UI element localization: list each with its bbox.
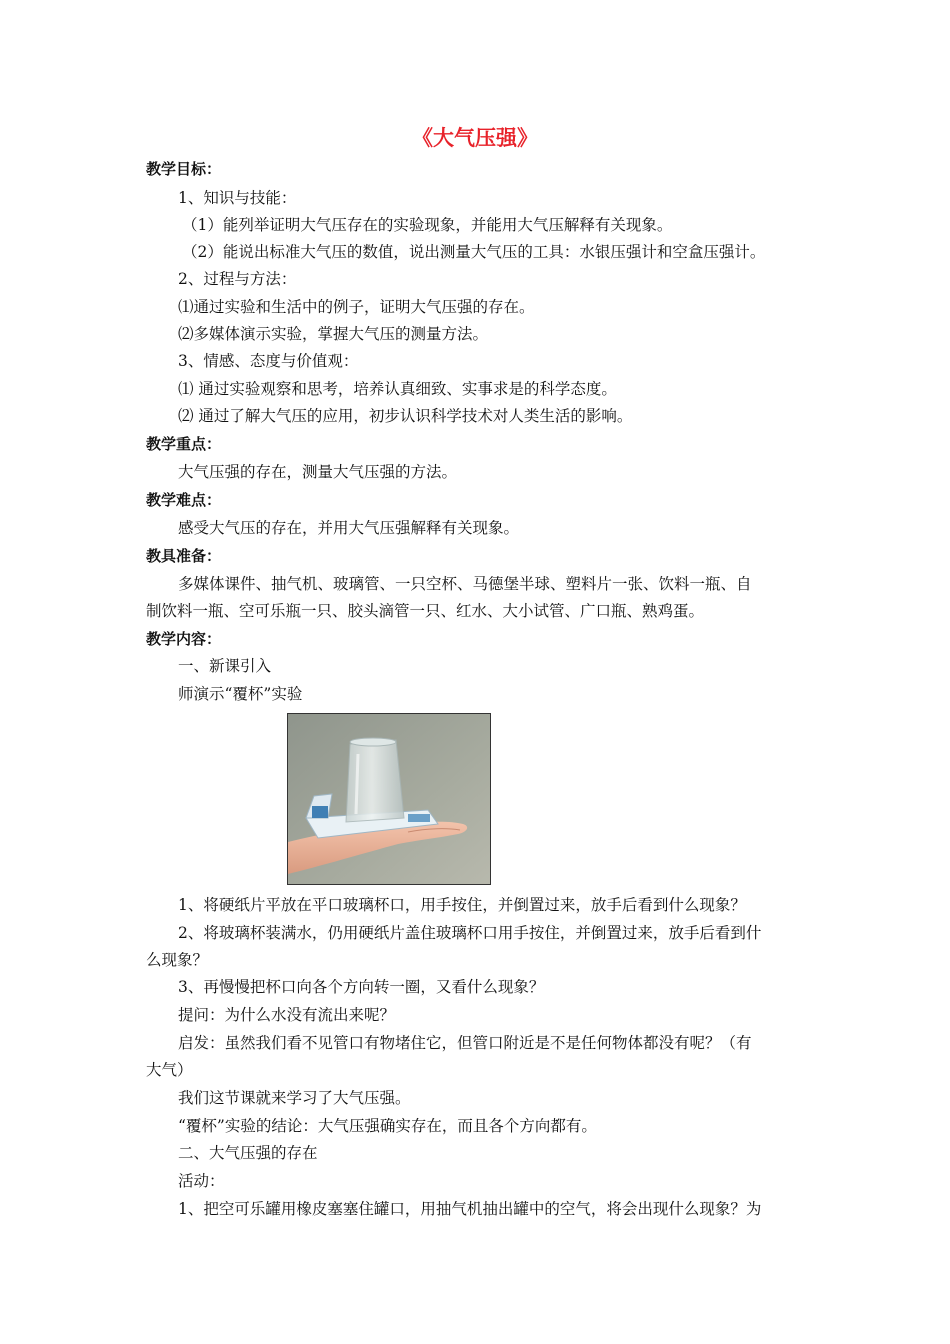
text-line: 1、将硬纸片平放在平口玻璃杯口，用手按住，并倒置过来，放手后看到什么现象？ <box>178 896 746 914</box>
text-line: 感受大气压的存在，并用大气压强解释有关现象。 <box>178 519 520 537</box>
text-line: 启发：虽然我们看不见管口有物堵住它，但管口附近是不是任何物体都没有呢？（有 <box>178 1034 752 1052</box>
text-line: 大气压强的存在，测量大气压强的方法。 <box>178 463 458 481</box>
text-line: 我们这节课就来学习了大气压强。 <box>178 1089 411 1107</box>
text-line: 提问：为什么水没有流出来呢？ <box>178 1006 396 1024</box>
text-line: 大气） <box>146 1061 193 1079</box>
text-line: 多媒体课件、抽气机、玻璃管、一只空杯、马德堡半球、塑料片一张、饮料一瓶、自 <box>178 575 752 593</box>
text-line: “覆杯”实验的结论：大气压强确实存在，而且各个方向都有。 <box>178 1117 597 1135</box>
text-line: 二、大气压强的存在 <box>178 1144 318 1162</box>
text-line: 么现象？ <box>146 951 209 969</box>
section-heading: 教学难点： <box>146 491 222 509</box>
text-line: ⑴通过实验和生活中的例子，证明大气压强的存在。 <box>178 298 535 316</box>
text-line: 活动： <box>178 1172 225 1190</box>
text-line: 1、知识与技能： <box>178 189 297 207</box>
document-title: 《大气压强》 <box>412 126 538 150</box>
text-line: 3、再慢慢把杯口向各个方向转一圈，又看什么现象？ <box>178 978 545 996</box>
text-line: 1、把空可乐罐用橡皮塞塞住罐口，用抽气机抽出罐中的空气，将会出现什么现象？为 <box>178 1200 762 1218</box>
section-heading: 教学目标： <box>146 160 222 178</box>
section-heading: 教学重点： <box>146 435 222 453</box>
inverted-cup-experiment-photo <box>287 713 491 885</box>
text-line: （1）能列举证明大气压存在的实验现象，并能用大气压解释有关现象。 <box>182 216 673 234</box>
text-line: （2）能说出标准大气压的数值，说出测量大气压的工具：水银压强计和空盒压强计。 <box>182 243 766 261</box>
text-line: 制饮料一瓶、空可乐瓶一只、胶头滴管一只、红水、大小试管、广口瓶、熟鸡蛋。 <box>146 602 705 620</box>
section-heading: 教学内容： <box>146 630 222 648</box>
text-line: ⑴ 通过实验观察和思考，培养认真细致、实事求是的科学态度。 <box>178 380 617 398</box>
text-line: 2、将玻璃杯装满水，仍用硬纸片盖住玻璃杯口用手按住，并倒置过来，放手后看到什 <box>178 924 762 942</box>
text-line: ⑵ 通过了解大气压的应用，初步认识科学技术对人类生活的影响。 <box>178 407 633 425</box>
text-line: 2、过程与方法： <box>178 270 297 288</box>
inverted-cup-illustration <box>288 714 491 885</box>
text-line: 师演示“覆杯”实验 <box>178 685 303 703</box>
text-line: 一、新课引入 <box>178 657 272 675</box>
section-heading: 教具准备： <box>146 547 222 565</box>
text-line: 3、情感、态度与价值观： <box>178 352 359 370</box>
text-line: ⑵多媒体演示实验，掌握大气压的测量方法。 <box>178 325 489 343</box>
